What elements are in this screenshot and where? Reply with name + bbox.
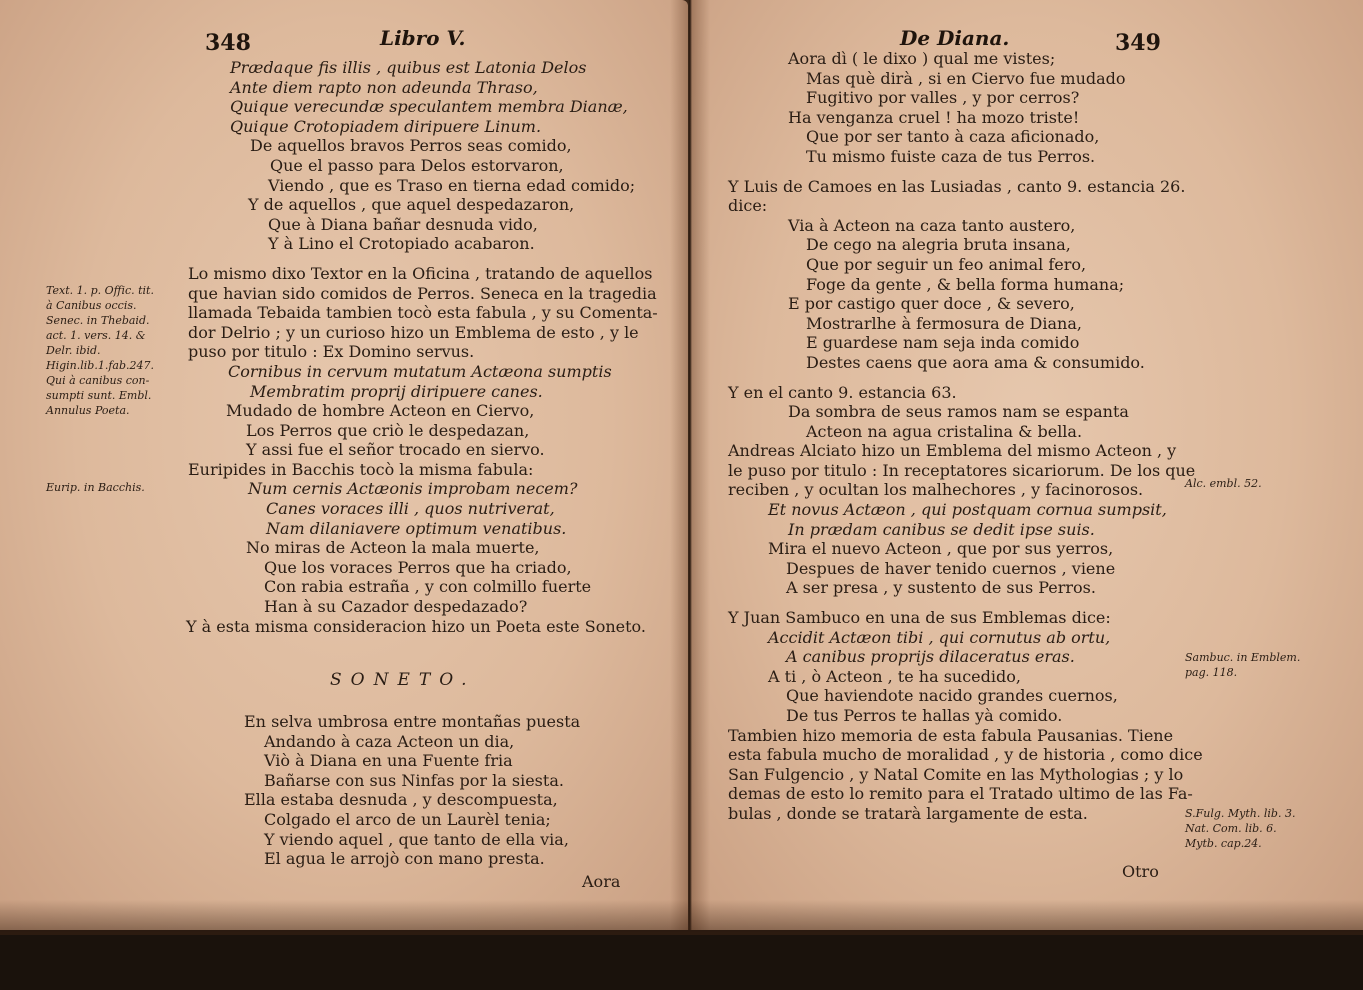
- margin-note-line: act. 1. vers. 14. &: [46, 329, 146, 342]
- margin-note-line: à Canibus occis.: [46, 299, 137, 312]
- text-line: San Fulgencio , y Natal Comite en las Mythologias ; y lo: [728, 764, 1184, 784]
- margin-note-line: Mytb. cap.24.: [1185, 837, 1262, 850]
- margin-note: [1185, 476, 1262, 491]
- page-bottom-shadow: [0, 900, 1363, 935]
- paragraph-gap: [690, 373, 1203, 383]
- text-line: Bañarse con sus Ninfas por la siesta.: [264, 770, 564, 790]
- margin-note-line: Nat. Com. lib. 6.: [1185, 822, 1277, 835]
- margin-note-line: pag. 118.: [1185, 666, 1238, 679]
- text-line: Los Perros que criò le despedazan,: [246, 420, 530, 440]
- margin-note: [1185, 806, 1295, 851]
- book-gutter: [670, 0, 710, 930]
- text-line: Y à Lino el Crotopiado acabaron.: [268, 234, 535, 254]
- margin-note-line: Qui à canibus con-: [46, 374, 150, 387]
- text-line: Y viendo aquel , que tanto de ella via,: [264, 829, 569, 849]
- text-line: Foge da gente , & bella forma humana;: [806, 274, 1125, 294]
- text-line: Euripides in Bacchis tocò la misma fabula:: [188, 459, 534, 479]
- text-line: E guardese nam seja inda comido: [806, 333, 1080, 353]
- text-line: Y à esta misma consideracion hizo un Poeta este Soneto.: [186, 616, 646, 636]
- text-line: Quique verecundæ speculantem membra Dianæ,: [230, 97, 628, 117]
- right-page: [690, 0, 1363, 930]
- text-line: Accidit Actæon tibi , qui cornutus ab ortu,: [768, 627, 1111, 647]
- text-line: A ti , ò Acteon , te ha sucedido,: [768, 666, 1021, 686]
- text-line: bulas , donde se tratarà largamente de esta.: [728, 803, 1088, 823]
- paragraph-gap: [690, 598, 1203, 608]
- text-line: Y assi fue el señor trocado en siervo.: [246, 440, 545, 460]
- text-line: Prædaque fis illis , quibus est Latonia Delos: [230, 58, 587, 77]
- catchword: Aora: [582, 872, 621, 891]
- margin-note-line: Annulus Poeta.: [46, 404, 130, 417]
- text-line: Y Luis de Camoes en las Lusiadas , canto 9. estancia 26.: [728, 176, 1186, 196]
- margin-note: [46, 480, 145, 495]
- text-line: Ha venganza cruel ! ha mozo triste!: [788, 107, 1080, 127]
- text-line: Via à Acteon na caza tanto austero,: [788, 215, 1076, 235]
- text-line: Han à su Cazador despedazado?: [264, 597, 528, 617]
- text-line: Tu mismo fuiste caza de tus Perros.: [806, 146, 1096, 166]
- text-line: Fugitivo por valles , y por cerros?: [806, 88, 1080, 108]
- page-number: 348: [205, 30, 251, 56]
- left-page: [0, 0, 688, 930]
- margin-note-line: Sambuc. in Emblem.: [1185, 651, 1301, 664]
- text-line: A canibus proprijs dilaceratus eras.: [786, 647, 1075, 667]
- right-body-text: [690, 49, 1203, 824]
- text-line: Y Juan Sambuco en una de sus Emblemas dice:: [728, 608, 1111, 628]
- text-line: puso por titulo : Ex Domino servus.: [188, 342, 475, 362]
- text-line: Aora dì ( le dixo ) qual me vistes;: [788, 49, 1056, 68]
- text-line: Quique Crotopiadem diripuere Linum.: [230, 116, 542, 136]
- text-line: esta fabula mucho de moralidad , y de historia , como dice: [728, 745, 1203, 765]
- text-line: Que los voraces Perros que ha criado,: [264, 557, 572, 577]
- page-number: 349: [1115, 30, 1161, 56]
- text-line: llamada Tebaida tambien tocò esta fabula , y su Comenta-: [188, 303, 658, 323]
- text-line: Y en el canto 9. estancia 63.: [728, 382, 957, 402]
- text-line: Que por seguir un feo animal fero,: [806, 254, 1087, 274]
- text-line: reciben , y ocultan los malhechores , y facinorosos.: [728, 480, 1144, 500]
- margin-note-line: S.Fulg. Myth. lib. 3.: [1185, 807, 1296, 820]
- text-line: Destes caens que aora ama & consumido.: [806, 352, 1145, 372]
- paragraph-gap: [690, 167, 1203, 177]
- text-line: No miras de Acteon la mala muerte,: [246, 538, 540, 558]
- text-line: dor Delrio ; y un curioso hizo un Emblema de esto , y le: [188, 322, 639, 342]
- text-line: Que haviendote nacido grandes cuernos,: [786, 686, 1118, 706]
- text-line: Da sombra de seus ramos nam se espanta: [788, 402, 1129, 422]
- margin-note-line: Alc. embl. 52.: [1185, 477, 1262, 490]
- text-line: A ser presa , y sustento de sus Perros.: [786, 578, 1096, 598]
- text-line: Num cernis Actæonis improbam necem?: [248, 479, 578, 499]
- text-line: Et novus Actæon , qui postquam cornua sumpsit,: [768, 500, 1167, 520]
- text-line: Canes voraces illi , quos nutriverat,: [266, 499, 555, 519]
- text-line: De cego na alegria bruta insana,: [806, 235, 1071, 255]
- paragraph-gap: [0, 254, 658, 264]
- text-line: In prædam canibus se dedit ipse suis.: [788, 519, 1095, 539]
- text-line: Ante diem rapto non adeunda Thraso,: [230, 77, 538, 97]
- text-line: Nam dilaniavere optimum venatibus.: [266, 518, 567, 538]
- text-line: Viendo , que es Traso en tierna edad comido;: [268, 175, 636, 195]
- running-head: De Diana.: [900, 26, 1010, 50]
- running-head: Libro V.: [380, 26, 466, 50]
- text-line: Mostrarlhe à fermosura de Diana,: [806, 313, 1082, 333]
- text-line: Mira el nuevo Acteon , que por sus yerros,: [768, 539, 1114, 559]
- text-line: E por castigo quer doce , & severo,: [788, 294, 1075, 314]
- text-line: Despues de haver tenido cuernos , viene: [786, 558, 1116, 578]
- text-line: Mudado de hombre Acteon en Ciervo,: [226, 401, 535, 421]
- margin-note-line: Higin.lib.1.fab.247.: [46, 359, 154, 372]
- text-line: Que por ser tanto à caza aficionado,: [806, 127, 1100, 147]
- text-line: Con rabia estraña , y con colmillo fuerte: [264, 577, 592, 597]
- catchword: Otro: [1122, 862, 1159, 881]
- text-line: Tambien hizo memoria de esta fabula Pausanias. Tiene: [728, 725, 1174, 745]
- text-line: Colgado el arco de un Laurèl tenia;: [264, 809, 551, 829]
- margin-note-line: Text. 1. p. Offic. tit.: [46, 284, 154, 297]
- text-line: Cornibus in cervum mutatum Actæona sumptis: [228, 361, 612, 381]
- text-line: Mas què dirà , si en Ciervo fue mudado: [806, 68, 1126, 88]
- margin-note-line: Senec. in Thebaid.: [46, 314, 150, 327]
- margin-note-line: Eurip. in Bacchis.: [46, 481, 145, 494]
- text-line: dice:: [728, 196, 768, 216]
- text-line: En selva umbrosa entre montañas puesta: [244, 712, 581, 731]
- text-line: Y de aquellos , que aquel despedazaron,: [248, 195, 575, 215]
- margin-note-line: sumpti sunt. Embl.: [46, 389, 152, 402]
- text-line: De tus Perros te hallas yà comido.: [786, 706, 1063, 725]
- text-line: le puso por titulo : In receptatores sicariorum. De los que: [728, 460, 1196, 480]
- text-line: De aquellos bravos Perros seas comido,: [250, 136, 572, 156]
- text-line: Lo mismo dixo Textor en la Oficina , tratando de aquellos: [188, 263, 653, 283]
- text-line: Ella estaba desnuda , y descompuesta,: [244, 790, 558, 810]
- text-line: que havian sido comidos de Perros. Seneca en la tragedia: [188, 283, 657, 303]
- text-line: Membratim proprij diripuere canes.: [250, 381, 543, 401]
- text-line: Acteon na agua cristalina & bella.: [806, 421, 1083, 441]
- text-line: Andando à caza Acteon un dia,: [264, 731, 515, 751]
- text-line: Que el passo para Delos estorvaron,: [270, 155, 564, 175]
- sonnet-heading: SONETO.: [330, 670, 476, 690]
- text-line: El agua le arrojò con mano presta.: [264, 849, 545, 869]
- sonnet-text: [0, 712, 580, 869]
- text-line: Viò à Diana en una Fuente fria: [264, 751, 513, 771]
- text-line: Que à Diana bañar desnuda vido,: [268, 214, 538, 234]
- text-line: Andreas Alciato hizo un Emblema del mismo Acteon , y: [728, 441, 1177, 461]
- margin-note: [46, 283, 154, 418]
- margin-note-line: Delr. ibid.: [46, 344, 101, 357]
- text-line: demas de esto lo remito para el Tratado ultimo de las Fa-: [728, 784, 1193, 804]
- margin-note: [1185, 650, 1300, 680]
